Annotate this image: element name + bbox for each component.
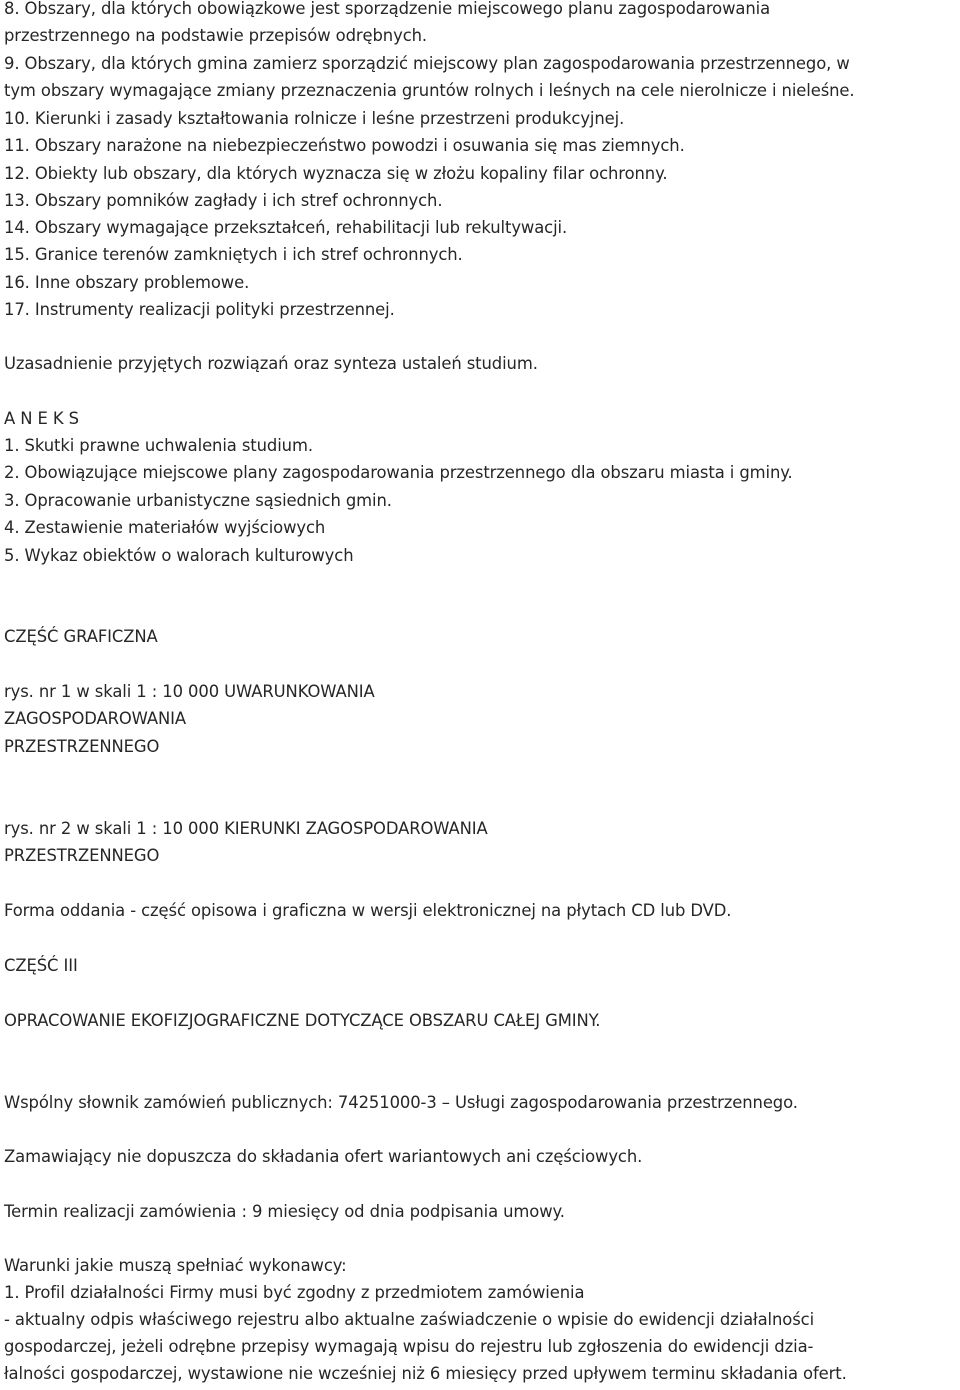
cpv-code-line: Wspólny słownik zamówień publicznych: 74251000-3 – Usługi zagospodarowania przestrzennego. bbox=[4, 1093, 798, 1112]
conditions-line-1: 1. Profil działalności Firmy musi być zgodny z przedmiotem zamówienia bbox=[4, 1283, 585, 1302]
list-item-17: 17. Instrumenty realizacji polityki przestrzennej. bbox=[4, 300, 395, 319]
delivery-form: Forma oddania - część opisowa i graficzna w wersji elektronicznej na płytach CD lub DVD. bbox=[4, 901, 732, 920]
annex-item-2: 2. Obowiązujące miejscowe plany zagospodarowania przestrzennego dla obszaru miasta i gminy. bbox=[4, 463, 793, 482]
conditions-line-2: - aktualny odpis właściwego rejestru albo aktualne zaświadczenie o wpisie do ewidencji działalności bbox=[4, 1310, 815, 1329]
list-item-12: 12. Obiekty lub obszary, dla których wyznacza się w złożu kopaliny filar ochronny. bbox=[4, 164, 668, 183]
annex-item-3: 3. Opracowanie urbanistyczne sąsiednich gmin. bbox=[4, 491, 392, 510]
list-item-8-line-1: 8. Obszary, dla których obowiązkowe jest sporządzenie miejscowego planu zagospodarowania bbox=[4, 0, 771, 18]
figure-2-line-2: PRZESTRZENNEGO bbox=[4, 846, 160, 865]
deadline-line: Termin realizacji zamówienia : 9 miesięcy od dnia podpisania umowy. bbox=[4, 1202, 565, 1221]
list-item-15: 15. Granice terenów zamkniętych i ich stref ochronnych. bbox=[4, 245, 463, 264]
annex-item-5: 5. Wykaz obiektów o walorach kulturowych bbox=[4, 546, 354, 565]
justification-line: Uzasadnienie przyjętych rozwiązań oraz synteza ustaleń studium. bbox=[4, 354, 538, 373]
annex-item-1: 1. Skutki prawne uchwalenia studium. bbox=[4, 436, 313, 455]
variants-line: Zamawiający nie dopuszcza do składania ofert wariantowych ani częściowych. bbox=[4, 1147, 643, 1166]
part-3-heading: CZĘŚĆ III bbox=[4, 956, 78, 975]
list-item-9-line-1: 9. Obszary, dla których gmina zamierz sporządzić miejscowy plan zagospodarowania przestrzennego, w bbox=[4, 54, 850, 73]
list-item-8-line-2: przestrzennego na podstawie przepisów odrębnych. bbox=[4, 26, 427, 45]
figure-1-line-1: rys. nr 1 w skali 1 : 10 000 UWARUNKOWANIA bbox=[4, 682, 375, 701]
figure-1-line-3: PRZESTRZENNEGO bbox=[4, 737, 160, 756]
list-item-9-line-2: tym obszary wymagające zmiany przeznaczenia gruntów rolnych i leśnych na cele nierolnicze i nieleśne. bbox=[4, 81, 855, 100]
part-3-title: OPRACOWANIE EKOFIZJOGRAFICZNE DOTYCZĄCE OBSZARU CAŁEJ GMINY. bbox=[4, 1011, 601, 1030]
figure-1-line-2: ZAGOSPODAROWANIA bbox=[4, 709, 187, 728]
list-item-13: 13. Obszary pomników zagłady i ich stref ochronnych. bbox=[4, 191, 443, 210]
list-item-10: 10. Kierunki i zasady kształtowania rolnicze i leśne przestrzeni produkcyjnej. bbox=[4, 109, 625, 128]
list-item-16: 16. Inne obszary problemowe. bbox=[4, 273, 250, 292]
graphic-part-heading: CZĘŚĆ GRAFICZNA bbox=[4, 627, 158, 646]
list-item-11: 11. Obszary narażone na niebezpieczeństwo powodzi i osuwania się mas ziemnych. bbox=[4, 136, 685, 155]
conditions-heading: Warunki jakie muszą spełniać wykonawcy: bbox=[4, 1256, 347, 1275]
conditions-line-3: gospodarczej, jeżeli odrębne przepisy wymagają wpisu do rejestru lub zgłoszenia do ewidencji dzia- bbox=[4, 1337, 814, 1356]
annex-item-4: 4. Zestawienie materiałów wyjściowych bbox=[4, 518, 326, 537]
list-item-14: 14. Obszary wymagające przekształceń, rehabilitacji lub rekultywacji. bbox=[4, 218, 568, 237]
annex-heading: A N E K S bbox=[4, 409, 79, 428]
figure-2-line-1: rys. nr 2 w skali 1 : 10 000 KIERUNKI ZAGOSPODAROWANIA bbox=[4, 819, 488, 838]
conditions-line-4: łalności gospodarczej, wystawione nie wcześniej niż 6 miesięcy przed upływem terminu składania ofert. bbox=[4, 1364, 847, 1383]
